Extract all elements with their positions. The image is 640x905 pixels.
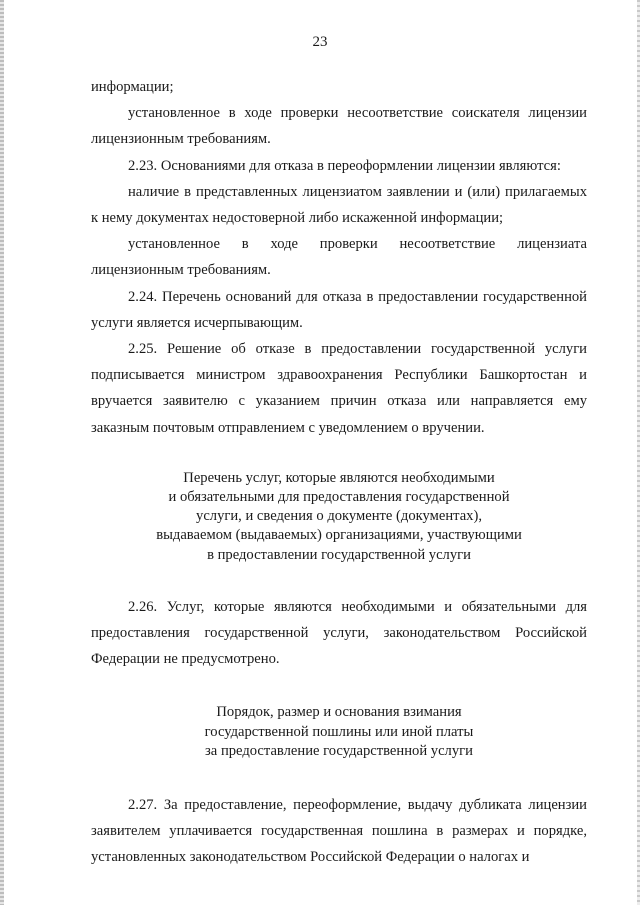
heading-line: выдаваемом (выдаваемых) организациями, участвующими (156, 527, 522, 544)
heading-line: за предоставление государственной услуги (205, 742, 473, 759)
paragraph-2-26: 2.26. Услуг, которые являются необходимыми и обязательными для предоставления государственной услуги, законодательством Российской Федерации не предусмотрено. (91, 598, 587, 668)
heading-line: в предоставлении государственной услуги (207, 546, 471, 563)
paragraph-continuation: информации; (91, 79, 174, 95)
heading-line: государственной пошлины или иной платы (204, 723, 474, 740)
paragraph-2-24: 2.24. Перечень оснований для отказа в предоставлении государственной услуги является исчерпывающим. (91, 288, 587, 331)
section-heading-related-services (91, 469, 587, 565)
scan-edge-left (0, 0, 4, 905)
heading-line: и обязательными для предоставления государственной (168, 489, 510, 506)
paragraph-2-25: 2.25. Решение об отказе в предоставлении государственной услуги подписывается министром здравоохранения Республики Башкортостан и вручается заявителю с указанием причин отказа или направляется ему заказным почтовым отправлением с уведомлением о вручении. (91, 341, 587, 436)
paragraph-nonconformity-applicant: установленное в ходе проверки несоответствие соискателя лицензии лицензионным требованиям. (91, 105, 587, 148)
paragraph-nonconformity-licensee: установленное в ходе проверки несоответствие лицензиата лицензионным требованиям. (91, 236, 587, 279)
heading-line: услуги, и сведения о документе (документах), (196, 508, 482, 525)
paragraph-false-information: наличие в представленных лицензиатом заявлении и (или) прилагаемых к нему документах недостоверной либо искаженной информации; (91, 183, 587, 227)
heading-line: Перечень услуг, которые являются необходимыми (183, 469, 495, 486)
document-body (91, 74, 587, 871)
section-heading-state-fee (91, 703, 587, 761)
paragraph-2-23: 2.23. Основаниями для отказа в переоформлении лицензии являются: (128, 157, 561, 174)
paragraph-2-27: 2.27. За предоставление, переоформление, выдачу дубликата лицензии заявителем уплачивается государственная пошлина в размерах и порядке, установленных законодательством Российской Федерации о налогах и (91, 797, 587, 866)
heading-line: Порядок, размер и основания взимания (216, 704, 462, 721)
page-number: 23 (312, 34, 328, 50)
